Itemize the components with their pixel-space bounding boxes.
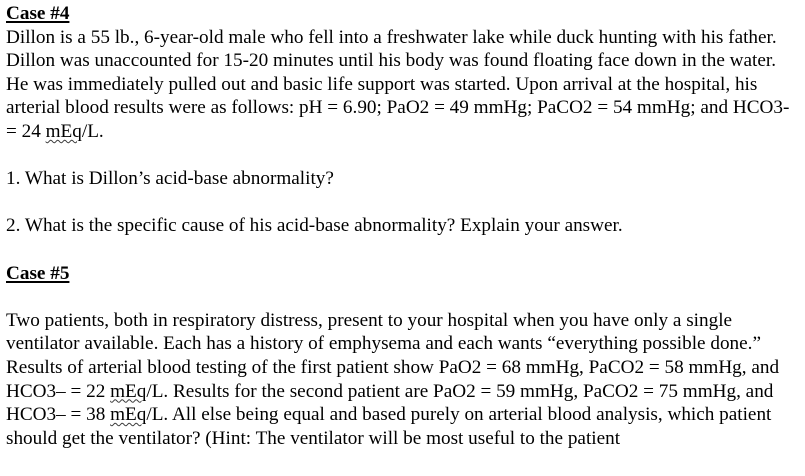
spellcheck-flagged-word: mEq (45, 120, 82, 142)
blank-line (6, 238, 802, 262)
case-4-paragraph-text: Dillon is a 55 lb., 6-year-old male who fell into a freshwater lake while duck hunting with his father. Dillon was unaccounted for 15-20 minutes until his body was found floating face down in the water. He was immediately pulled out and basic life support was started. Upon arrival at the hospital, his arterial blood results were as follows: pH = 6.90; PaO2 = 49 mmHg; PaCO2 = 54 mmHg; and HCO3- = 24 (6, 26, 790, 142)
blank-line (6, 191, 802, 215)
case-5-paragraph-text-1: Two patients, both in respiratory distress, present to your hospital when you have only a single ventilator available. Each has a history of emphysema and each wants “everything possible done.” Results of arterial blood testing of the first patient show PaO2 = 68 mmHg, PaCO2 = 58 mmHg, and HCO3– = 22 (6, 309, 780, 402)
blank-line (6, 144, 802, 168)
spellcheck-flagged-word: mEq (110, 380, 147, 402)
case-4-paragraph (6, 26, 802, 144)
blank-line (6, 285, 802, 309)
case-4-question-2: 2. What is the specific cause of his acid-base abnormality? Explain your answer. (6, 215, 623, 237)
case-4-paragraph-end: /L. (81, 120, 104, 142)
case-5-paragraph (6, 309, 802, 451)
case-4-question-1: 1. What is Dillon’s acid-base abnormality? (6, 168, 334, 190)
case-4-heading: Case #4 (6, 3, 70, 24)
spellcheck-flagged-word: mEq (110, 404, 147, 426)
case-5-heading: Case #5 (6, 262, 70, 284)
case-5-paragraph-text-2: /L. Results for the second patient are PaO2 = 59 mmHg, PaCO2 = 75 mmHg, and HCO3– = 38 (6, 380, 774, 426)
document-body (6, 2, 802, 450)
case-5-paragraph-text-3: /L. All else being equal and based purely on arterial blood analysis, which patient should get the ventilator? (Hint: The ventilator will be most useful to the patient (6, 404, 772, 449)
